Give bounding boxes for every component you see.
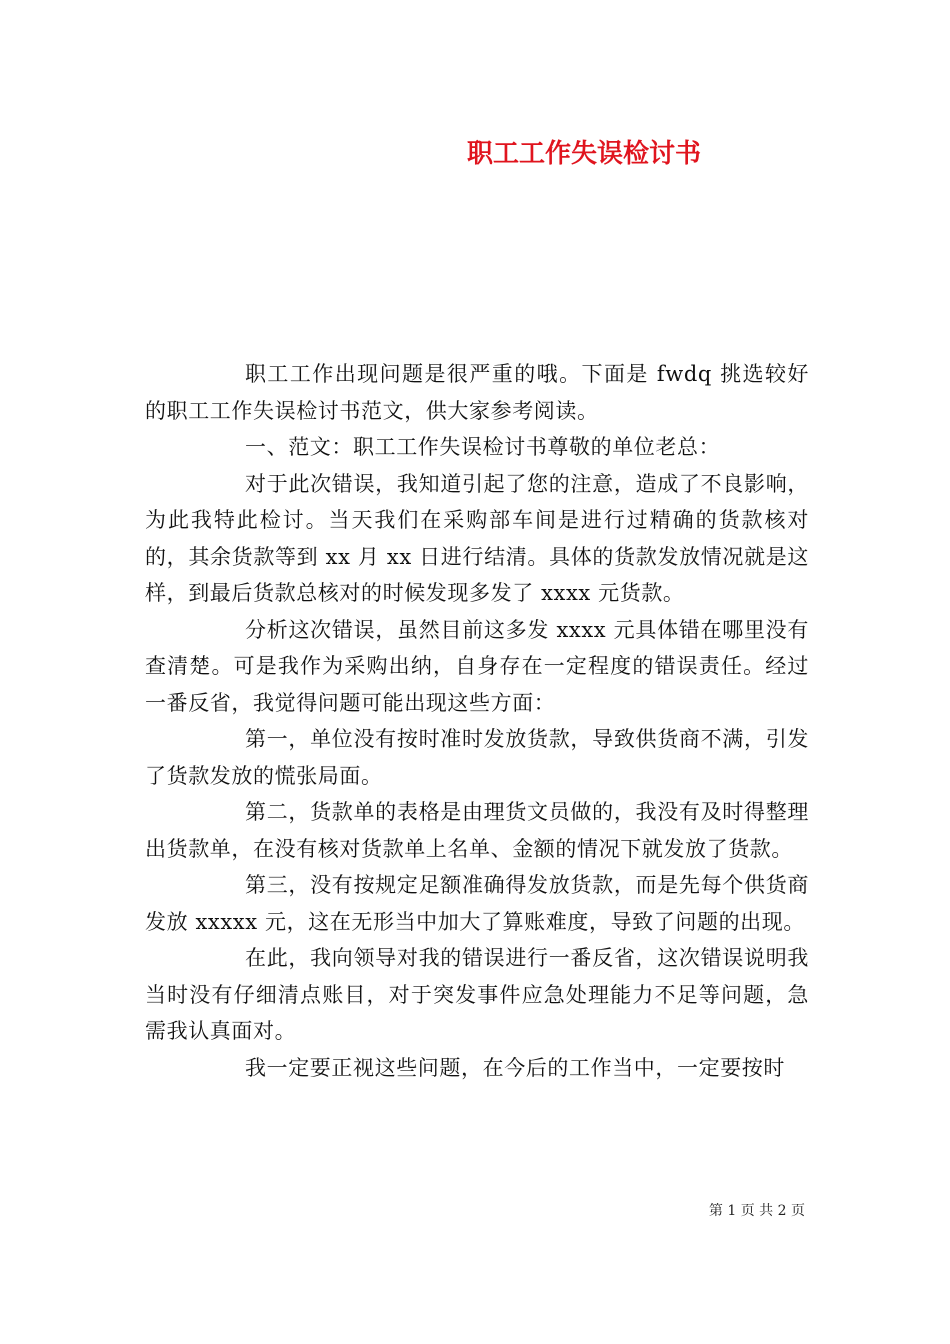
document-title: 职工工作失误检讨书 [466, 139, 701, 169]
paragraph-heading: 一、范文：职工工作失误检讨书尊敬的单位老总： [245, 435, 721, 459]
page-number-footer: 第 1 页 共 2 页 [708, 1203, 805, 1219]
paragraph-error-description: 对于此次错误，我知道引起了您的注意，造成了不良影响，为此我特此检讨。当天我们在采购部车间是进行过精确的货款核对的，其余货款等到 xx 月 xx 日进行结清。具体的货款发放情况就是这样，到最后货款总核对的时候发现多发了 xxxx 元货款。 [145, 471, 809, 605]
paragraph-intro: 职工工作出现问题是很严重的哦。下面是 fwdq 挑选较好的职工工作失误检讨书范文，供大家参考阅读。 [145, 362, 809, 423]
paragraph-commitment: 我一定要正视这些问题，在今后的工作当中，一定要按时 [245, 1055, 785, 1080]
paragraph-analysis: 分析这次错误，虽然目前这多发 xxxx 元具体错在哪里没有查清楚。可是我作为采购出纳，自身存在一定程度的错误责任。经过一番反省，我觉得问题可能出现这些方面： [145, 617, 809, 715]
paragraph-point-one: 第一，单位没有按时准时发放货款，导致供货商不满，引发了货款发放的慌张局面。 [145, 727, 809, 788]
paragraph-point-three: 第三，没有按规定足额准确得发放货款，而是先每个供货商发放 xxxxx 元，这在无形当中加大了算账难度，导致了问题的出现。 [145, 873, 809, 934]
paragraph-point-two: 第二，货款单的表格是由理货文员做的，我没有及时得整理出货款单，在没有核对货款单上名单、金额的情况下就发放了货款。 [145, 800, 809, 861]
paragraph-reflection: 在此，我向领导对我的错误进行一番反省，这次错误说明我当时没有仔细清点账目，对于突发事件应急处理能力不足等问题，急需我认真面对。 [145, 946, 809, 1043]
document-body [145, 356, 809, 1086]
